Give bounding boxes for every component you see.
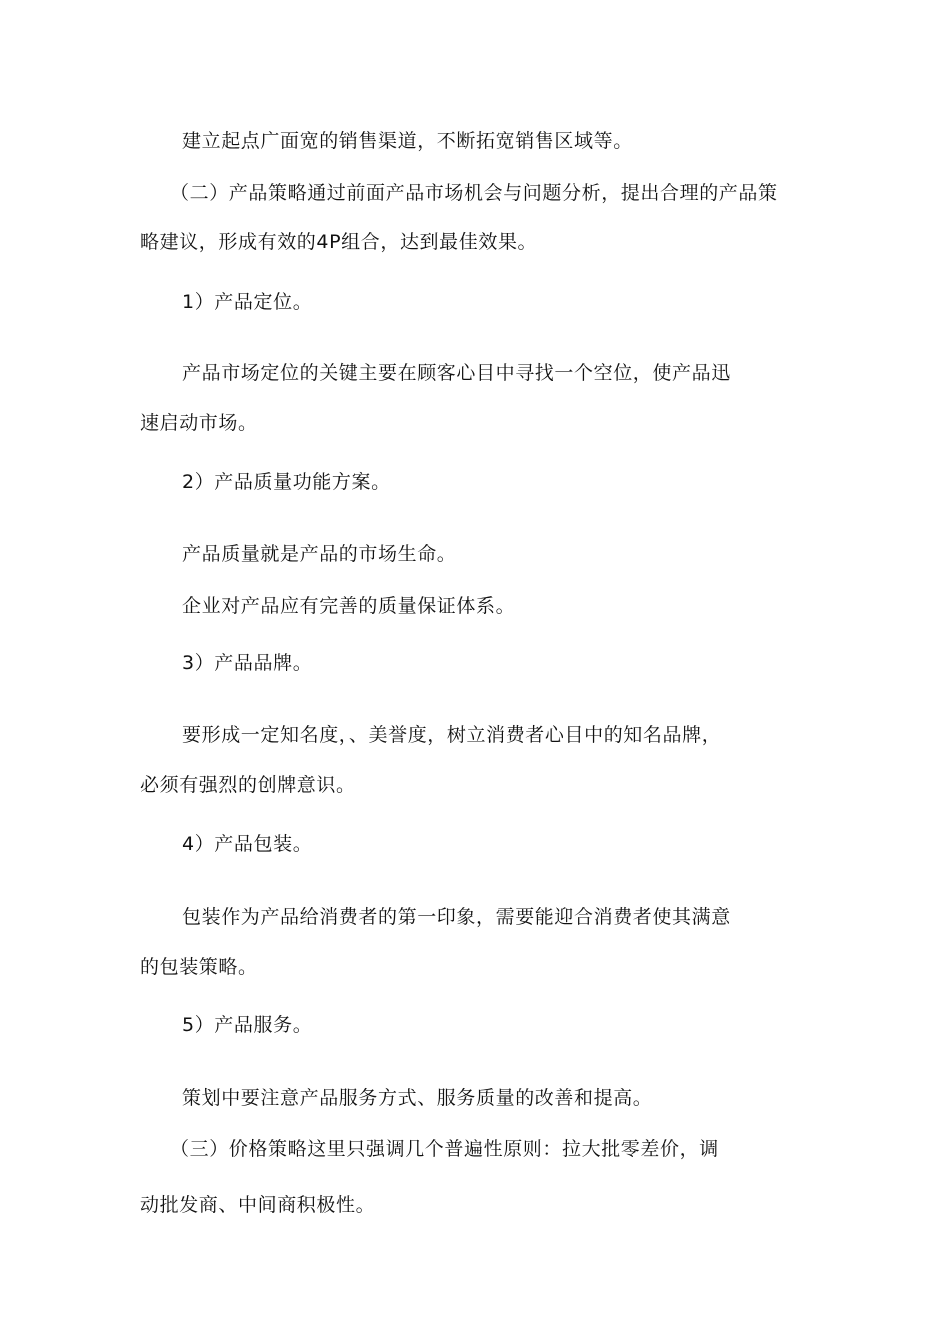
paragraph-line: 建立起点广面宽的销售渠道，不断拓宽销售区域等。: [182, 130, 633, 152]
paragraph-line: 速启动市场。: [140, 412, 258, 434]
list-heading-line: 1）产品定位。: [182, 291, 313, 313]
list-heading-line: 2）产品质量功能方案。: [182, 471, 391, 493]
paragraph-line: 产品质量就是产品的市场生命。: [182, 543, 457, 565]
paragraph-line: 产品市场定位的关键主要在顾客心目中寻找一个空位，使产品迅: [182, 362, 731, 384]
paragraph-line: 的包装策略。: [140, 956, 258, 978]
paragraph-line: 策划中要注意产品服务方式、服务质量的改善和提高。: [182, 1087, 653, 1109]
section-heading-line: （二）产品策略通过前面产品市场机会与问题分析，提出合理的产品策: [170, 182, 778, 204]
list-heading-line: 3）产品品牌。: [182, 652, 313, 674]
paragraph-line: 企业对产品应有完善的质量保证体系。: [182, 595, 516, 617]
list-heading-line: 5）产品服务。: [182, 1014, 313, 1036]
list-heading-line: 4）产品包装。: [182, 833, 313, 855]
paragraph-line: 要形成一定知名度，、美誉度，树立消费者心目中的知名品牌，: [182, 724, 722, 746]
paragraph-line: 略建议，形成有效的4P组合，达到最佳效果。: [140, 231, 538, 253]
paragraph-line: 动批发商、中间商积极性。: [140, 1194, 376, 1216]
paragraph-line: 包装作为产品给消费者的第一印象，需要能迎合消费者使其满意: [182, 906, 731, 928]
section-heading-line: （三）价格策略这里只强调几个普遍性原则：拉大批零差价，调: [170, 1138, 719, 1160]
paragraph-line: 必须有强烈的创牌意识。: [140, 774, 356, 796]
